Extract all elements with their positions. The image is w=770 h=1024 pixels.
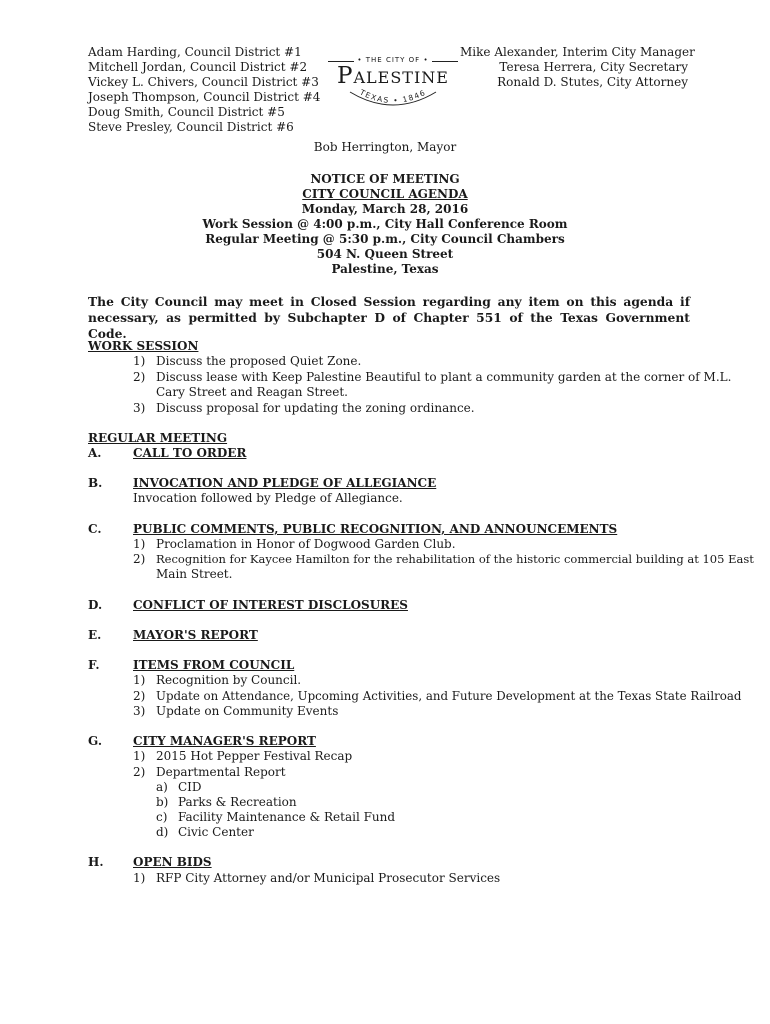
subitem-letter: b) [156,795,169,809]
closed-session-statement: The City Council may meet in Closed Session regarding any item on this agenda if necessary, as permitted by Subchapter D of Chapter 551 of the Texas Government Code. [88,294,690,341]
agenda-item: Update on Community Events [156,704,339,718]
section-note: Invocation followed by Pledge of Allegiance. [133,491,403,505]
work-session-heading: WORK SESSION [88,339,199,353]
agenda-title: CITY COUNCIL AGENDA [302,187,468,201]
item-number: 2) [133,370,146,384]
agenda-item: Discuss the proposed Quiet Zone. [156,354,362,368]
section-invocation: INVOCATION AND PLEDGE OF ALLEGIANCE [133,476,437,490]
item-number: 3) [133,401,146,415]
agenda-subitem: Civic Center [178,825,254,839]
section-items-from-council: ITEMS FROM COUNCIL [133,658,295,672]
agenda-item-continued: Cary Street and Reagan Street. [156,385,348,399]
staff-member: Ronald D. Stutes, City Attorney [497,75,688,89]
agenda-item: Update on Attendance, Upcoming Activities, and Future Development at the Texas State Railroad [156,689,742,703]
section-letter: E. [88,628,102,642]
item-number: 2) [133,689,146,703]
item-number: 3) [133,704,146,718]
section-letter: F. [88,658,100,672]
section-letter: B. [88,476,103,490]
meeting-date: Monday, March 28, 2016 [301,202,469,216]
council-member: Doug Smith, Council District #5 [88,105,285,119]
logo-city-of: • THE CITY OF • [318,53,468,68]
staff-member: Teresa Herrera, City Secretary [499,60,688,74]
agenda-item: Proclamation in Honor of Dogwood Garden Club. [156,537,456,551]
council-member: Adam Harding, Council District #1 [88,45,302,59]
staff-member: Mike Alexander, Interim City Manager [460,45,695,59]
subitem-letter: d) [156,825,169,839]
council-member: Mitchell Jordan, Council District #2 [88,60,308,74]
regular-meeting-time: Regular Meeting @ 5:30 p.m., City Council Chambers [205,232,565,246]
section-letter: D. [88,598,103,612]
section-open-bids: OPEN BIDS [133,855,212,869]
agenda-item: Recognition for Kaycee Hamilton for the rehabilitation of the historic commercial building at 105 East [156,552,754,566]
item-number: 2) [133,552,146,566]
council-member: Vickey L. Chivers, Council District #3 [88,75,319,89]
section-conflict-of-interest: CONFLICT OF INTEREST DISCLOSURES [133,598,408,612]
agenda-item: 2015 Hot Pepper Festival Recap [156,749,353,763]
meeting-city: Palestine, Texas [331,262,439,276]
council-member: Steve Presley, Council District #6 [88,120,294,134]
agenda-item: Recognition by Council. [156,673,302,687]
mayor-name: Bob Herrington, Mayor [313,140,457,154]
logo-city-name: Palestine [337,63,449,89]
council-members-list [88,45,328,135]
svg-text:TEXAS • 1846 [357,87,427,105]
item-number: 1) [133,673,146,687]
section-letter: H. [88,855,104,869]
agenda-subitem: Facility Maintenance & Retail Fund [178,810,396,824]
meeting-address: 504 N. Queen Street [316,247,454,261]
item-number: 1) [133,354,146,368]
meeting-notice [0,172,770,277]
city-logo [318,52,468,114]
city-staff-list [460,45,695,90]
item-number: 1) [133,749,146,763]
agenda-subitem: Parks & Recreation [178,795,297,809]
section-call-to-order: CALL TO ORDER [133,446,247,460]
agenda-item: Discuss proposal for updating the zoning ordinance. [156,401,475,415]
item-number: 1) [133,871,146,885]
section-public-comments: PUBLIC COMMENTS, PUBLIC RECOGNITION, AND ANNOUNCEMENTS [133,522,618,536]
item-number: 1) [133,537,146,551]
section-letter: C. [88,522,102,536]
logo-arc-text: TEXAS • 1846 [358,87,428,106]
agenda-item: RFP City Attorney and/or Municipal Prosecutor Services [156,871,501,885]
section-letter: A. [88,446,102,460]
notice-title: NOTICE OF MEETING [310,172,460,186]
logo-arc-emblem [318,52,468,114]
item-number: 2) [133,765,146,779]
agenda-item-continued: Main Street. [156,567,233,581]
subitem-letter: c) [156,810,168,824]
section-city-managers-report: CITY MANAGER'S REPORT [133,734,316,748]
regular-meeting-heading: REGULAR MEETING [88,431,228,445]
subitem-letter: a) [156,780,168,794]
agenda-item: Discuss lease with Keep Palestine Beautiful to plant a community garden at the corner of M.L. [156,370,732,384]
council-member: Joseph Thompson, Council District #4 [88,90,321,104]
work-session-time: Work Session @ 4:00 p.m., City Hall Conference Room [202,217,568,231]
section-mayors-report: MAYOR'S REPORT [133,628,258,642]
section-letter: G. [88,734,102,748]
agenda-item: Departmental Report [156,765,286,779]
agenda-subitem: CID [178,780,202,794]
